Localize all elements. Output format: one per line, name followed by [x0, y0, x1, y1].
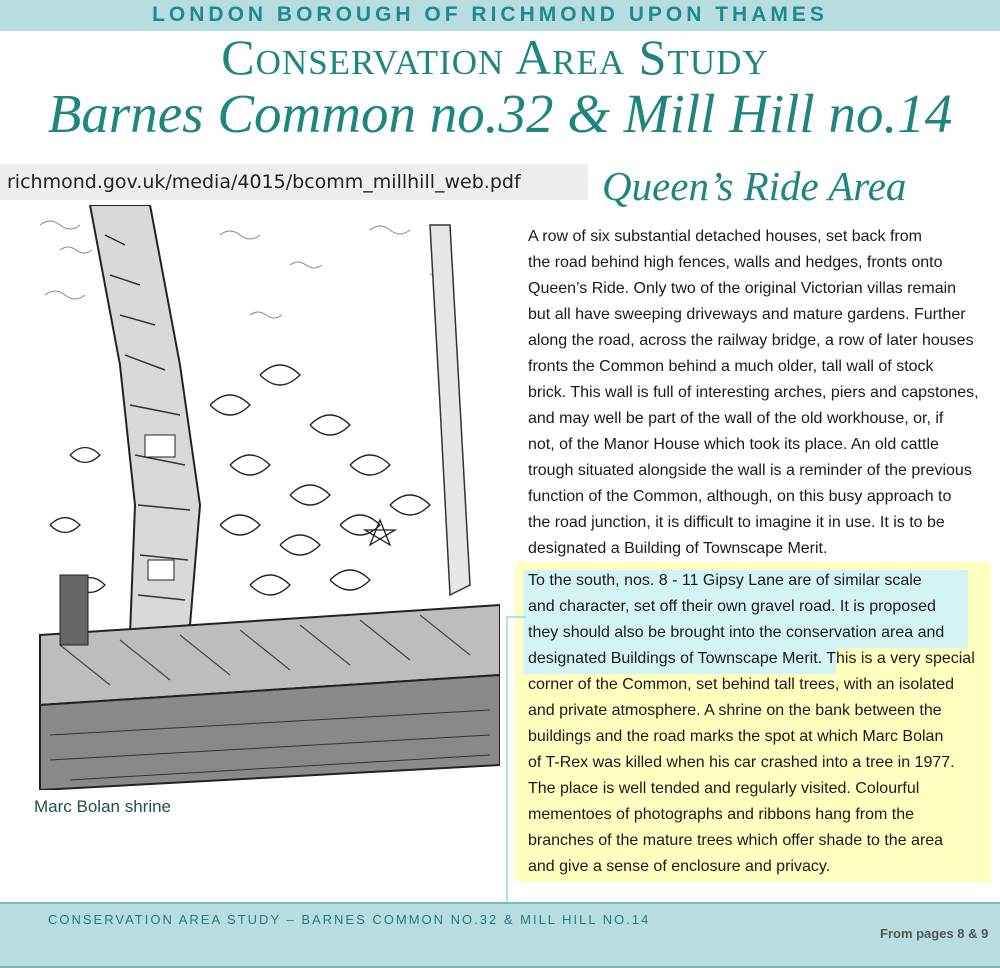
text-line: designated Buildings of Townscape Merit. This is a very special — [528, 650, 975, 667]
document-subtitle: Barnes Common no.32 & Mill Hill no.14 — [47, 83, 953, 144]
text-line: buildings and the road marks the spot at which Marc Bolan — [528, 728, 944, 745]
text-line: and may well be part of the wall of the old workhouse, or, if — [528, 410, 944, 427]
text-line: the road junction, it is difficult to imagine it in use. It is to be — [528, 514, 945, 531]
connector-line — [506, 616, 508, 902]
text-line: and private atmosphere. A shrine on the bank between the — [528, 702, 942, 719]
text-line: along the road, across the railway bridge, a row of later houses — [528, 332, 974, 349]
text-line: and give a sense of enclosure and privacy. — [528, 858, 831, 875]
text-line: designated a Building of Townscape Merit. — [528, 540, 828, 557]
text-line: they should also be brought into the conservation area and — [528, 624, 945, 641]
borough-heading: LONDON BOROUGH OF RICHMOND UPON THAMES — [152, 3, 828, 26]
text-line: of T-Rex was killed when his car crashed into a tree in 1977. — [528, 754, 955, 771]
text-line: corner of the Common, set behind tall trees, with an isolated — [528, 676, 954, 693]
text-line: but all have sweeping driveways and mature gardens. Further — [528, 306, 966, 323]
marc-bolan-shrine-sketch — [30, 205, 500, 790]
text-line: not, of the Manor House which took its place. An old cattle — [528, 436, 939, 453]
source-url[interactable]: richmond.gov.uk/media/4015/bcomm_millhill_web.pdf — [0, 164, 588, 200]
text-line: Queen’s Ride. Only two of the original Victorian villas remain — [528, 280, 957, 297]
paragraph-gipsy-lane — [528, 568, 990, 880]
footer-band — [0, 902, 1000, 968]
text-line: A row of six substantial detached houses, set back from — [528, 228, 922, 245]
document-title: Conservation Area Study — [221, 29, 769, 85]
section-heading: Queen’s Ride Area — [602, 163, 907, 209]
text-line: To the south, nos. 8 - 11 Gipsy Lane are of similar scale — [528, 572, 922, 589]
text-line: The place is well tended and regularly visited. Colourful — [528, 780, 920, 797]
text-line: mementoes of photographs and ribbons hang from the — [528, 806, 915, 823]
text-line: trough situated alongside the wall is a reminder of the previous — [528, 462, 972, 479]
figure-caption: Marc Bolan shrine — [34, 797, 172, 816]
text-line: brick. This wall is full of interesting arches, piers and capstones, — [528, 384, 979, 401]
paragraph-queens-ride — [528, 224, 1000, 562]
text-line: fronts the Common behind a much older, tall wall of stock — [528, 358, 934, 375]
text-line: branches of the mature trees which offer shade to the area — [528, 832, 944, 849]
text-line: function of the Common, although, on this busy approach to — [528, 488, 952, 505]
footer-title: CONSERVATION AREA STUDY – BARNES COMMON NO.32 & MILL HILL NO.14 — [48, 912, 651, 927]
text-line: the road behind high fences, walls and hedges, fronts onto — [528, 254, 943, 271]
connector-tick — [506, 616, 526, 618]
page-reference: From pages 8 & 9 — [880, 926, 989, 941]
text-line: and character, set off their own gravel road. It is proposed — [528, 598, 936, 615]
